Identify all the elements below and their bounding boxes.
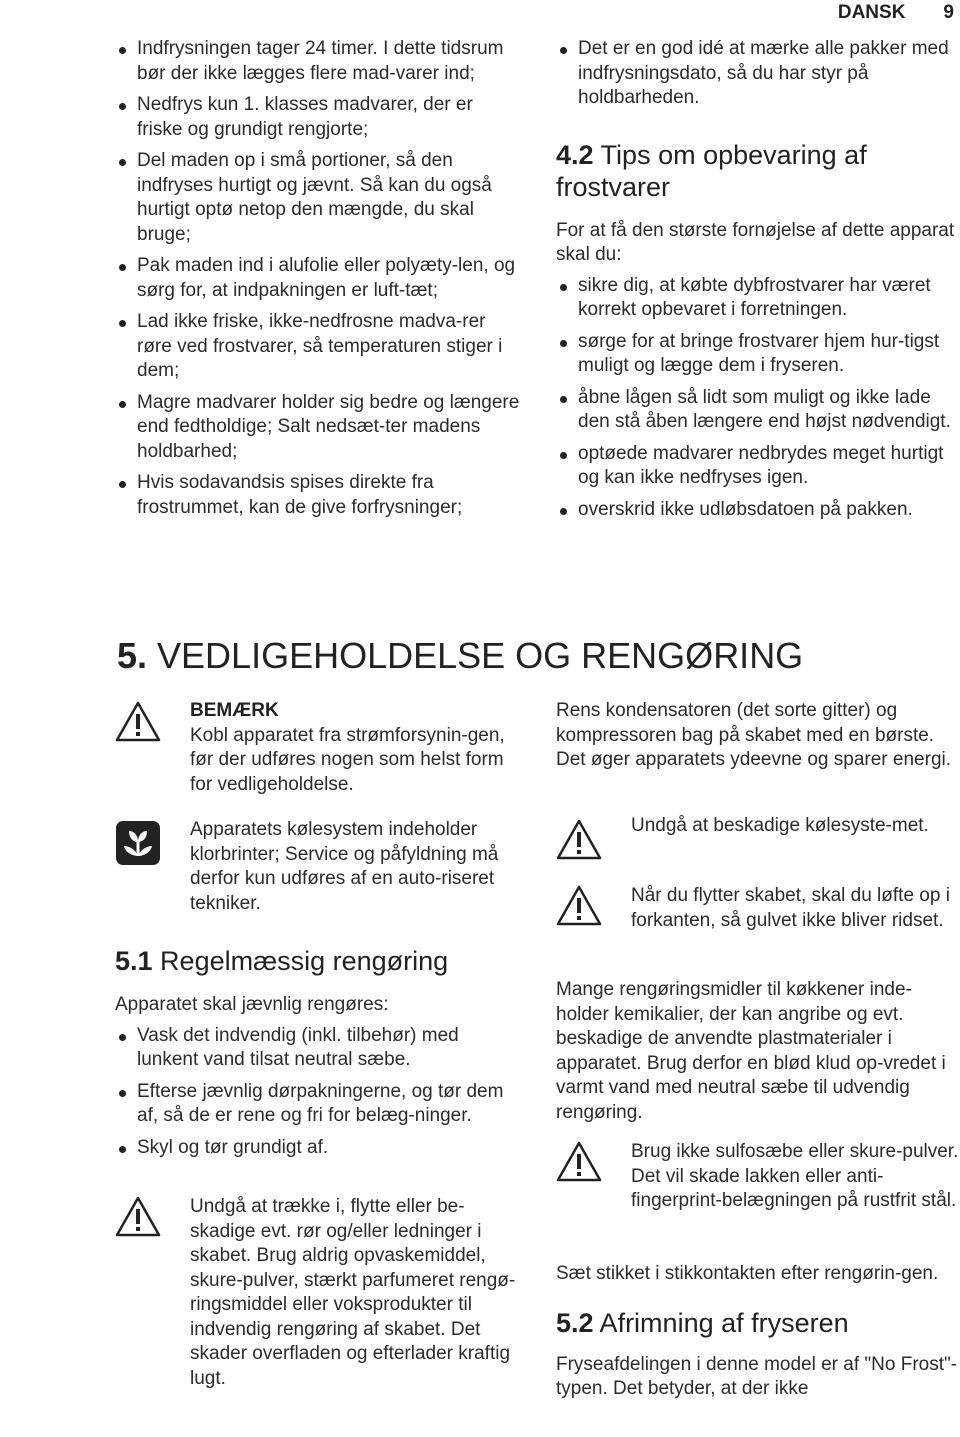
warning-text: Undgå at trække i, flytte eller be-skadige evt. rør og/eller ledninger i skabet. Brug aldrig opvaskemiddel, skure-pulver, stærkt parfumeret rengø-ringsmiddel eller voksprodukter til indvendig rengøring af skabet. Det skader overfladen og efterlader kraftig lugt. [190, 1196, 516, 1389]
right-column-top [556, 37, 960, 529]
section-number: 4.2 [556, 139, 594, 170]
list-item: Efterse jævnlig dørpakningerne, og tør dem af, så de er rene og fri for belæg-ninger. [115, 1080, 525, 1129]
note-box [190, 699, 525, 797]
paragraph-block [556, 978, 960, 1125]
chapter-number: 5. [117, 635, 148, 676]
warning-text: Når du flytter skabet, skal du løfte op i forkanten, så gulvet ikke bliver ridset. [631, 885, 950, 931]
paragraph: Mange rengøringsmidler til køkkener inde-holder kemikalier, der kan angribe og evt. beskadige de anvendte plastmaterialer i apparatet. Brug derfor en blød klud op-vredet i varmt vand med neutral sæbe til udvendig rengøring. [556, 979, 946, 1123]
warning-icon [556, 884, 602, 926]
paragraph: Fryseafdelingen i denne model er af "No Frost"-typen. Det betyder, at der ikke [556, 1353, 958, 1399]
list-item: Det er en god idé at mærke alle pakker med indfrysningsdato, så du har styr på holdbarheden. [556, 37, 960, 111]
list-item: Magre madvarer holder sig bedre og længere end fedtholdige; Salt nedsæt-ter madens holdbarhed; [115, 391, 520, 465]
right-column-bottom [556, 699, 960, 773]
section-title: Regelmæssig rengøring [152, 946, 449, 976]
warning-text: Brug ikke sulfosæbe eller skure-pulver. Det vil skade lakken eller anti-fingerprint-belægningen på rustfrit stål. [631, 1141, 959, 1211]
warning-note [190, 1195, 525, 1391]
warning-icon [115, 700, 161, 742]
section-heading-4-2 [556, 139, 960, 203]
warning-icon [556, 818, 602, 860]
chapter-title: VEDLIGEHOLDELSE OG RENGØRING [147, 635, 804, 676]
note-text: Kobl apparatet fra strømforsynin-gen, før der udføres nogen som helst form for vedligeholdelse. [190, 724, 505, 795]
paragraph: Rens kondensatoren (det sorte gitter) og kompressoren bag på skabet med en børste. Det øger apparatets ydeevne og sparer energi. [556, 700, 952, 770]
section-number: 5.1 [115, 946, 153, 976]
paragraph: Sæt stikket i stikkontakten efter rengørin-gen. [556, 1263, 939, 1284]
list-item: Nedfrys kun 1. klasses madvarer, der er friske og grundigt rengjorte; [115, 93, 520, 142]
intro-text: For at få den største fornøjelse af dette apparat skal du: [556, 219, 955, 265]
list-item: sørge for at bringe frostvarer hjem hur-tigst muligt og lægge dem i fryseren. [556, 330, 960, 379]
list-item: Vask det indvendig (inkl. tilbehør) med lunkent vand tilsat neutral sæbe. [115, 1024, 525, 1073]
environment-icon [115, 820, 161, 866]
list-item: Hvis sodavandsis spises direkte fra frostrummet, kan de give forfrysninger; [115, 471, 520, 520]
list-item: Pak maden ind i alufolie eller polyæty-len, og sørg for, at indpakningen er luft-tæt; [115, 254, 520, 303]
section-5-1 [115, 945, 525, 1167]
warning-note [631, 814, 960, 839]
list-item: åbne lågen så lidt som muligt og ikke lade den stå åben længere end højst nødvendigt. [556, 386, 960, 435]
warning-text: Undgå at beskadige kølesyste-met. [631, 815, 929, 836]
section-title: Tips om opbevaring af frostvarer [556, 139, 867, 202]
environment-text: Apparatets kølesystem indeholder klorbrinter; Service og påfyldning må derfor kun udføres af en auto-riseret tekniker. [190, 819, 499, 914]
environment-note [190, 818, 525, 916]
paragraph-block [556, 1262, 960, 1402]
warning-icon [556, 1140, 602, 1182]
section-heading-5-1 [115, 945, 525, 977]
warning-note [631, 1140, 960, 1214]
section-heading-5-2 [556, 1307, 960, 1339]
list-item: optøede madvarer nedbrydes meget hurtigt og kan ikke nedfryses igen. [556, 442, 960, 491]
page-number: 9 [943, 2, 954, 23]
left-column-top [115, 37, 520, 527]
list-item: Lad ikke friske, ikke-nedfrosne madva-rer røre ved frostvarer, så temperaturen stiger i dem; [115, 310, 520, 384]
chapter-heading [117, 636, 803, 676]
warning-icon [115, 1195, 161, 1237]
intro-text: Apparatet skal jævnlig rengøres: [115, 994, 389, 1015]
section-number: 5.2 [556, 1307, 594, 1338]
list-item: sikre dig, at købte dybfrostvarer har været korrekt opbevaret i forretningen. [556, 274, 960, 323]
page-header [838, 2, 954, 24]
list-item: Skyl og tør grundigt af. [115, 1136, 525, 1161]
section-title: Afrimning af fryseren [593, 1307, 849, 1338]
list-item: overskrid ikke udløbsdatoen på pakken. [556, 498, 960, 523]
list-item: Del maden op i små portioner, så den indfryses hurtigt og jævnt. Så kan du også hurtigt optø netop den mængde, du skal bruge; [115, 149, 520, 247]
note-title: BEMÆRK [190, 700, 279, 721]
language-label: DANSK [837, 2, 906, 23]
warning-note [631, 884, 960, 933]
list-item: Indfrysningen tager 24 timer. I dette tidsrum bør der ikke lægges flere mad-varer ind; [115, 37, 520, 86]
